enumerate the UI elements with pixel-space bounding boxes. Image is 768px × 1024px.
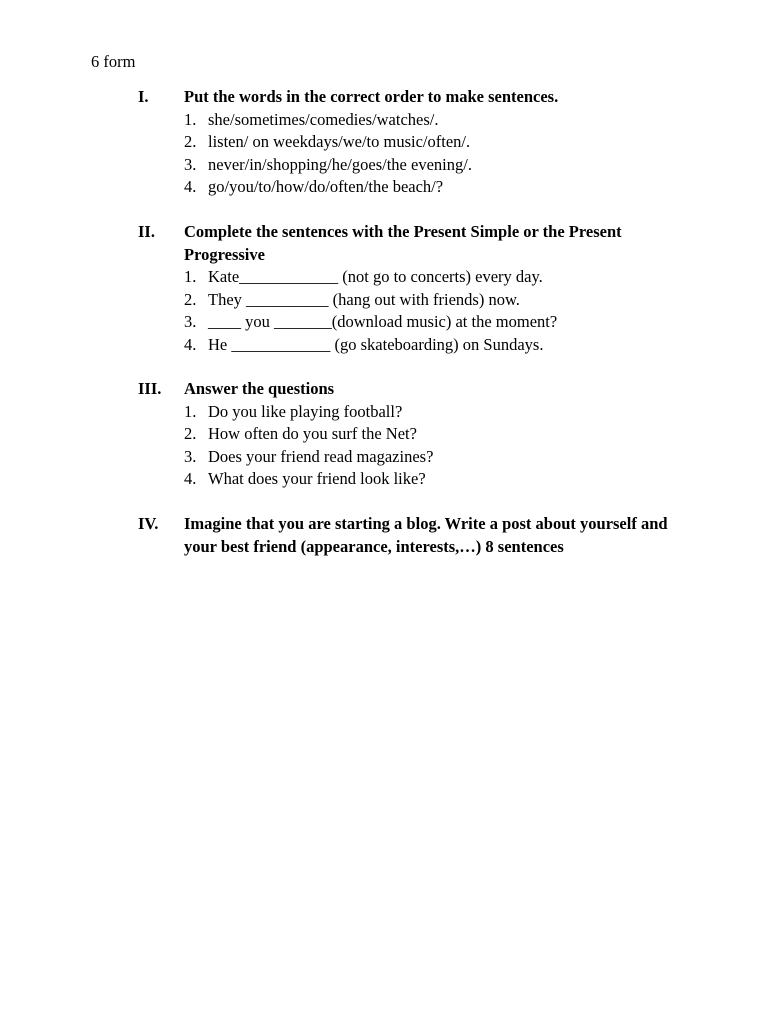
item-number: 1. <box>184 267 197 286</box>
item-number: 4. <box>184 334 197 354</box>
item-number: 3. <box>184 312 197 331</box>
item-number: 2. <box>184 132 197 151</box>
item-number: 2. <box>184 289 197 309</box>
list-item <box>184 131 698 154</box>
item-number: 1. <box>184 109 197 129</box>
list-item <box>184 468 698 491</box>
item-text: They __________ (hang out with friends) now. <box>208 289 520 309</box>
list-item <box>184 334 698 357</box>
item-number: 4. <box>184 469 197 488</box>
exercise-list <box>138 401 698 491</box>
item-number: 3. <box>184 446 197 466</box>
list-item <box>184 289 698 312</box>
exercise-list <box>138 109 698 199</box>
item-number: 2. <box>184 424 197 443</box>
section-title: Answer the questions <box>184 379 335 398</box>
section-1 <box>138 86 698 199</box>
list-item <box>184 266 698 289</box>
item-text: she/sometimes/comedies/watches/. <box>208 109 439 129</box>
item-text: What does your friend look like? <box>208 469 426 488</box>
list-item <box>184 446 698 469</box>
list-item <box>184 176 698 199</box>
item-number: 3. <box>184 154 197 174</box>
section-header <box>138 221 698 266</box>
section-number: IV. <box>138 514 159 533</box>
item-text: never/in/shopping/he/goes/the evening/. <box>208 154 472 174</box>
item-number: 4. <box>184 177 197 196</box>
item-text: Kate____________ (not go to concerts) every day. <box>208 267 543 286</box>
list-item <box>184 423 698 446</box>
item-text: Does your friend read magazines? <box>208 446 434 466</box>
section-title: Complete the sentences with the Present Simple or the Present Progressive <box>184 222 622 264</box>
form-label: 6 form <box>91 52 136 71</box>
section-header <box>138 378 698 401</box>
exercise-list <box>138 266 698 356</box>
section-number: I. <box>138 87 149 106</box>
section-title: Put the words in the correct order to make sentences. <box>184 87 559 106</box>
section-number: II. <box>138 222 155 241</box>
item-text: He ____________ (go skateboarding) on Sundays. <box>208 334 544 354</box>
item-number: 1. <box>184 401 197 421</box>
list-item <box>184 109 698 132</box>
list-item <box>184 401 698 424</box>
item-text: ____ you _______(download music) at the moment? <box>208 312 558 331</box>
section-header <box>138 513 698 558</box>
item-text: go/you/to/how/do/often/the beach/? <box>208 177 444 196</box>
list-item <box>184 311 698 334</box>
section-2 <box>138 221 698 356</box>
section-header <box>138 86 698 109</box>
section-title: Imagine that you are starting a blog. Write a post about yourself and your best friend (appearance, interests,…) 8 sentences <box>184 514 668 556</box>
item-text: How often do you surf the Net? <box>208 424 417 443</box>
list-item <box>184 154 698 177</box>
section-4 <box>138 513 698 558</box>
section-number: III. <box>138 379 162 398</box>
item-text: Do you like playing football? <box>208 401 403 421</box>
item-text: listen/ on weekdays/we/to music/often/. <box>208 132 471 151</box>
section-3 <box>138 378 698 491</box>
